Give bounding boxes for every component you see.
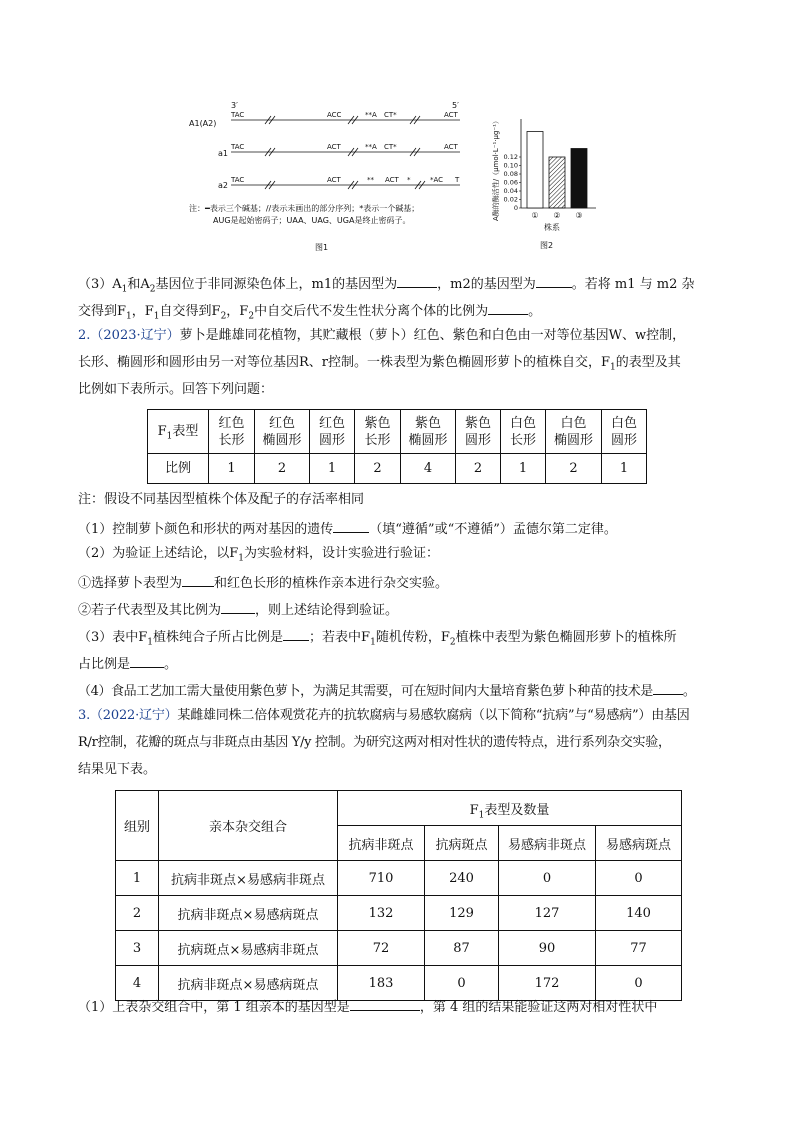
text: 。 [682, 684, 696, 699]
table-header-cell: $F_1$表型 [148, 410, 209, 454]
y-tick-label: 0.10 [503, 161, 518, 170]
table-cell: 4 [116, 966, 159, 1001]
table-cell: 1 [209, 454, 255, 484]
seq-r2-c5: ACT [444, 143, 458, 151]
text: 和A [127, 277, 150, 292]
table-header-cell: 紫色 长形 [355, 410, 401, 454]
figure2-bars [527, 132, 587, 221]
table-cell: 132 [338, 896, 425, 931]
q2-sub3-line1: （3）表中$F_1$植株纯合子所占比例是 ；若表中$F_1$随机传粉，$F_2$植株中表型为紫色椭圆形萝卜的植株所 [78, 626, 728, 647]
bar-label: ② [553, 211, 561, 220]
q3-cross-table [115, 790, 682, 1001]
q2-sub2: （2）为验证上述结论，以$F_1$为实验材料，设计实验进行验证： [78, 546, 440, 564]
bar-label: ③ [575, 211, 583, 220]
text: ，F [131, 304, 154, 319]
q3-sub1 [78, 996, 728, 1017]
table-subheader-cell: 易感病非斑点 [499, 826, 596, 861]
table-cell: 1 [602, 454, 647, 484]
text: 基因位于非同源染色体上，m1的基因型为 [155, 277, 398, 292]
table-header-cell: $F_1$表型及数量 [338, 791, 682, 826]
seq-r3-c3: ** [367, 176, 374, 184]
table-cell: 2 [456, 454, 501, 484]
seq-r3-c5: * [407, 176, 411, 184]
text: （填“遵循”或“不遵循”）孟德尔第二定律。 [369, 522, 617, 537]
table-cell: 抗病斑点×易感病非斑点 [159, 931, 338, 966]
q2-ratio-table [147, 409, 647, 484]
text: （1）上表杂交组合中，第 1 组亲本的基因型是 [78, 1000, 350, 1015]
seq-r3-c7: T [455, 176, 460, 184]
table-header-cell: 红色 圆形 [310, 410, 355, 454]
table-header-cell: 白色 长形 [501, 410, 546, 454]
table-cell: 87 [425, 931, 499, 966]
answer-blank[interactable] [653, 680, 683, 695]
figure1-note-1: 注：━表示三个碱基；//表示未画出的部分序列；*表示一个碱基； [189, 204, 420, 213]
bar-1 [527, 132, 543, 209]
table-subheader-cell: 易感病斑点 [596, 826, 682, 861]
text: 为实验材料，设计实验进行验证： [244, 546, 440, 561]
table-cell: 2 [255, 454, 310, 484]
answer-blank[interactable] [130, 653, 164, 668]
text: 中自交后代不发生性状分离个体的比例为 [254, 304, 489, 319]
table-cell: 抗病非斑点×易感病斑点 [159, 896, 338, 931]
table-cell: 77 [596, 931, 682, 966]
table-header-cell: 红色 椭圆形 [255, 410, 310, 454]
text: 交得到F [78, 304, 127, 319]
y-tick-label: 0.12 [503, 153, 518, 161]
answer-blank[interactable] [333, 518, 369, 533]
table-cell: 90 [499, 931, 596, 966]
q2-note: 注：假设不同基因型植株个体及配子的存活率相同 [78, 492, 365, 507]
table-cell: 183 [338, 966, 425, 1001]
seq-r1-c4: CT* [384, 111, 397, 119]
q1-part3-line1: $(3)A_1$和$A_2$基因位于非同源染色体上，m1的基因型为 ，m2的基因型为 。若将 m1 与 m2 杂 [78, 273, 728, 294]
text: F [469, 802, 479, 818]
answer-blank[interactable] [283, 626, 309, 641]
q2-stem-line3: 比例如下表所示。回答下列问题： [78, 382, 274, 397]
seq-r1-c3: **A [365, 111, 377, 119]
table-cell: 72 [338, 931, 425, 966]
table-cell: 抗病非斑点×易感病非斑点 [159, 861, 338, 896]
text: 的表型及其 [615, 355, 681, 370]
answer-blank[interactable] [221, 599, 255, 614]
table-header-cell: 亲本杂交组合 [159, 791, 338, 861]
q2-stem-line2: 长形、椭圆形和圆形由另一对等位基因R、r控制。一株表型为紫色椭圆形萝卜的植株自交，$F_1$的表型及其 [78, 355, 681, 373]
table-cell: 4 [401, 454, 456, 484]
seq-r3-c2: ACT [327, 176, 341, 184]
q2-sub2-step2 [78, 599, 728, 620]
table-cell: 1 [116, 861, 159, 896]
text: ②若子代表型及其比例为 [78, 603, 222, 618]
text: F [157, 424, 167, 439]
seq-r1-c1: TAC [231, 111, 245, 119]
table-cell: 0 [596, 966, 682, 1001]
seq-r1-c2: ACC [327, 111, 342, 119]
table-cell: 1 [310, 454, 355, 484]
table-subheader-cell: 抗病非斑点 [338, 826, 425, 861]
text: （1）控制萝卜颜色和形状的两对基因的遗传 [78, 522, 334, 537]
end-3-label: 3′ [231, 101, 238, 110]
text: 萝卜是雌雄同花植物，其贮藏根（萝卜）红色、紫色和白色由一对等位基因W、w控制， [179, 328, 686, 343]
row-label-a1: a1 [218, 149, 228, 158]
row-label-a1a2: A1(A2) [189, 119, 217, 128]
bar-3 [571, 149, 587, 209]
figure1-caption: 图1 [315, 243, 329, 252]
table-cell: 2 [116, 896, 159, 931]
table-cell: 127 [499, 896, 596, 931]
table-cell: 2 [546, 454, 602, 484]
text: （3）表中F [78, 630, 148, 645]
table-header-cell: 紫色 椭圆形 [401, 410, 456, 454]
text: 。 [528, 304, 542, 319]
table-header-cell: 紫色 圆形 [456, 410, 501, 454]
answer-blank[interactable] [536, 273, 572, 288]
table-header-cell: 组别 [116, 791, 159, 861]
seq-r3-c1: TAC [231, 176, 245, 184]
answer-blank[interactable] [350, 996, 420, 1011]
q3-stem-line2: R/r控制，花瓣的斑点与非斑点由基因 Y/y 控制。为研究这两对相对性状的遗传特点，进行系列杂交实验， [78, 735, 671, 750]
row-label-a2: a2 [218, 181, 228, 190]
table-subheader-cell: 抗病斑点 [425, 826, 499, 861]
seq-r1-c5: ACT [444, 111, 458, 119]
table-cell: 140 [596, 896, 682, 931]
table-row [116, 861, 682, 896]
y-tick-label: 0 [513, 204, 518, 212]
q3-stem-line3: 结果见下表。 [78, 762, 157, 777]
table-cell: 2 [355, 454, 401, 484]
table-header-cell: 红色 长形 [209, 410, 255, 454]
figure2-xlabel: 株系 [544, 223, 560, 232]
text: 植株中表型为紫色椭圆形萝卜的植株所 [455, 630, 677, 645]
q1-part3-line2: 交得到$F_1$，$F_1$自交得到$F_2$，$F_2$中自交后代不发生性状分离个体的比例为 。 [78, 300, 728, 321]
text: ，F [226, 304, 249, 319]
bar-2 [549, 157, 565, 208]
text: （2）为验证上述结论，以F [78, 546, 239, 561]
answer-blank[interactable] [397, 273, 437, 288]
table-cell: 0 [499, 861, 596, 896]
text: （4）食品工艺加工需大量使用紫色萝卜，为满足其需要，可在短时间内大量培育紫色萝卜种苗的技术是 [78, 684, 653, 699]
text: 和红色长形的植株作亲本进行杂交实验。 [214, 576, 449, 591]
text: 。 [164, 657, 178, 672]
text: 某雌雄同株二倍体观赏花卉的抗软腐病与易感软腐病（以下简称“抗病”与“易感病”）由基因 [177, 708, 690, 723]
text: 占比例是 [78, 657, 131, 672]
figure2-bar-chart [488, 103, 613, 253]
q3-stem-line1 [78, 707, 728, 725]
seq-r3-c4: ACT [385, 176, 399, 184]
seq-r3-c6: *AC [430, 176, 444, 184]
answer-blank[interactable] [182, 572, 214, 587]
text: 表型 [172, 424, 199, 439]
end-5-label: 5′ [452, 101, 459, 110]
table-cell: 0 [596, 861, 682, 896]
text: 植株纯合子所占比例是 [153, 630, 284, 645]
text: ，第 4 组的结果能验证这两对相对性状中 [419, 1000, 658, 1015]
figure1-note-2: AUG是起始密码子；UAA、UAG、UGA是终止密码子。 [213, 216, 411, 225]
text: 长形、椭圆形和圆形由另一对等位基因R、r控制。一株表型为紫色椭圆形萝卜的植株自交，F [78, 355, 611, 370]
question-number: 3.（2022·辽宁） [78, 708, 178, 723]
table-cell: 129 [425, 896, 499, 931]
seq-r2-c4: CT* [384, 143, 397, 151]
text: ，则上述结论得到验证。 [255, 603, 399, 618]
table-header-cell: 白色 圆形 [602, 410, 647, 454]
seq-r2-c1: TAC [231, 143, 245, 151]
y-tick-label: 0.06 [503, 178, 518, 187]
text: （3）A [78, 277, 122, 292]
answer-blank[interactable] [488, 300, 528, 315]
figure2-caption: 图2 [540, 241, 554, 250]
table-row-label: 比例 [148, 454, 209, 484]
table-row [116, 931, 682, 966]
table-row [116, 896, 682, 931]
figure1-sequence-diagram [185, 98, 475, 258]
text: 自交得到F [159, 304, 221, 319]
table-cell: 172 [499, 966, 596, 1001]
q2-sub2-step1 [78, 572, 728, 593]
q2-sub3-line2 [78, 653, 728, 674]
table-cell: 3 [116, 931, 159, 966]
y-tick-label: 0.08 [503, 170, 518, 178]
y-tick-label: 0.04 [503, 187, 518, 195]
q2-sub4 [78, 680, 728, 701]
figure2-ylabel: A酶的酶活性/（μmol·L⁻¹·μg⁻¹） [492, 117, 500, 221]
seq-r2-c2: ACT [327, 143, 341, 151]
text: 。若将 m1 与 m2 杂 [571, 277, 695, 292]
table-header-cell: 白色 椭圆形 [546, 410, 602, 454]
text: ①选择萝卜表型为 [78, 576, 183, 591]
q2-sub1 [78, 518, 728, 539]
text: ；若表中F [309, 630, 371, 645]
question-number: 2.（2023·辽宁） [78, 328, 180, 343]
sequence-strands [231, 116, 460, 189]
table-cell: 1 [501, 454, 546, 484]
text: 表型及数量 [484, 802, 550, 818]
q2-stem-line1 [78, 327, 728, 345]
table-cell: 710 [338, 861, 425, 896]
table-cell: 0 [425, 966, 499, 1001]
text: ，m2的基因型为 [437, 277, 536, 292]
bar-label: ① [531, 211, 539, 220]
text: 随机传粉，F [375, 630, 450, 645]
y-tick-label: 0.02 [503, 195, 518, 204]
seq-r2-c3: **A [365, 143, 377, 151]
table-cell: 抗病非斑点×易感病斑点 [159, 966, 338, 1001]
table-cell: 240 [425, 861, 499, 896]
